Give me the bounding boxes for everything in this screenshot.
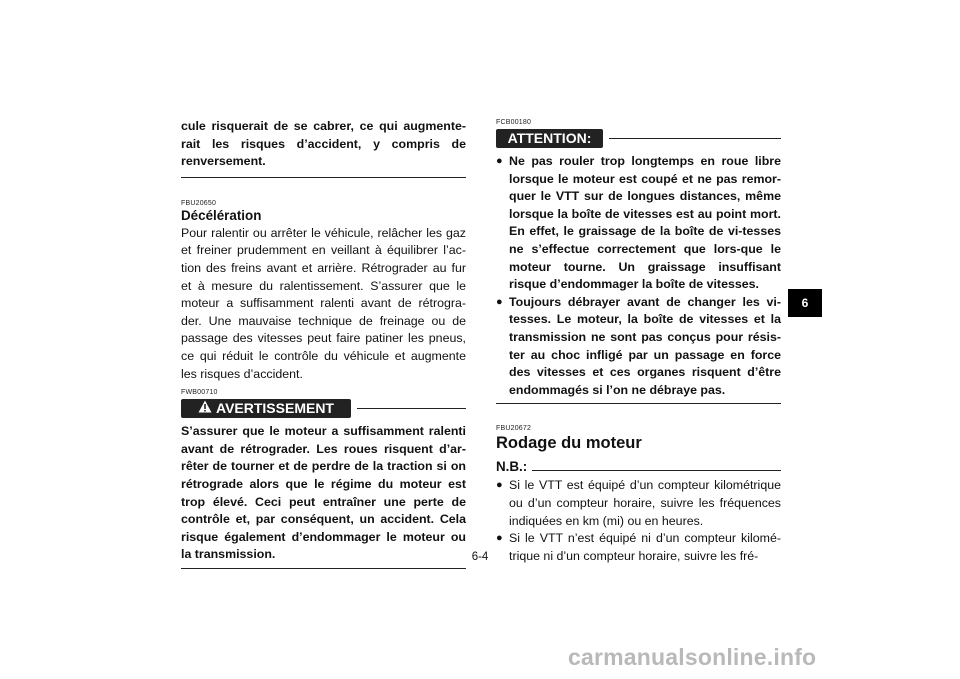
caution-bottom-rule: [496, 403, 781, 404]
nb-line: [532, 470, 781, 471]
warning-banner-line: [357, 408, 466, 409]
bullet-icon: ●: [496, 295, 503, 308]
caution-banner: ATTENTION:: [496, 129, 603, 148]
divider: [181, 177, 466, 178]
caution-item-text: Toujours débrayer avant de changer les vi-tesses. Le moteur, la boîte de vitesses et la transmission ne sont pas conçus pour résis-ter au choc infligé par un passage en force des vitesses et ces organes risquent d’être endommagés si l’on ne débraye pas.: [509, 294, 781, 397]
caution-code: FCB00180: [496, 119, 532, 126]
nb-label: N.B.:: [496, 459, 528, 475]
warning-triangle-icon: [198, 400, 212, 416]
caution-banner-line: [609, 138, 781, 139]
warning-banner-row: [181, 397, 466, 419]
section-body: Pour ralentir ou arrêter le véhicule, relâcher les gaz et freiner prudemment en veillant à équilibrer l’ac-tion des freins avant et arrière. Rétrograder au fur et à mesure du ralentissement. S’assurer que le moteur a suffisamment ralenti avant de rétrogra-der. Une mauvaise technique de freinage ou de passage des vitesses peut faire patiner les pneus, ce qui réduit le contrôle du véhicule et augmente les risques d’accident.: [181, 225, 466, 381]
warning-text: S’assurer que le moteur a suffisamment ralenti avant de rétrograder. Les roues risquent d’ar-rêter de tourner et de perdre de la traction si on rétrograde alors que le régime du moteur est trop élevé. Ceci peut entraîner une perte de contrôle et, par conséquent, un accident. Cela risque également d’endommager le moteur ou la transmission.: [181, 424, 466, 562]
continuation-text: cule risquerait de se cabrer, ce qui augmente-rait les risques d’accident, y compris de renversement.: [181, 119, 466, 169]
section-heading: Décélération: [181, 207, 262, 223]
bullet-icon: ●: [496, 155, 503, 167]
warning-label: AVERTISSEMENT: [216, 400, 334, 417]
caution-item: [496, 294, 781, 400]
section-code: FBU20650: [181, 199, 217, 207]
left-column: [181, 118, 466, 569]
nb-item-text: Si le VTT est équipé d’un compteur kilométrique ou d’un compteur horaire, suivre les fréquences indiquées en km (mi) ou en heures.: [509, 478, 781, 528]
caution-banner-row: [496, 127, 781, 149]
warning-bottom-rule: [181, 568, 466, 569]
warning-banner: [181, 399, 351, 418]
section-code: FBU20672: [496, 425, 532, 433]
bullet-icon: ●: [496, 532, 503, 545]
section-title: Rodage du moteur: [496, 434, 642, 453]
right-column: [496, 118, 781, 565]
nb-item: [496, 477, 781, 530]
watermark: carmanualsonline.info: [568, 644, 817, 670]
page-number: 6-4: [471, 551, 489, 563]
bullet-icon: ●: [496, 479, 503, 492]
nb-header: [496, 459, 781, 475]
chapter-tab: 6: [788, 289, 822, 317]
warning-code: FWB00710: [181, 389, 218, 397]
caution-item: [496, 153, 781, 294]
caution-item-text: Ne pas rouler trop longtemps en roue libre lorsque le moteur est coupé et ne pas remor-quer le VTT sur de longues distances, même lorsque la boîte de vitesses est au point mort. En effet, le graissage de la boîte de vi-tesses ne s’effectue correctement que lors-que le moteur tourne. Un graissage insuffisant risque d’endommager la boîte de vitesses.: [509, 154, 781, 292]
nb-item-text: Si le VTT n’est équipé ni d’un compteur kilomé-trique ni d’un compteur horaire, suivre les fré-: [509, 531, 781, 563]
caution-list: [496, 153, 781, 399]
